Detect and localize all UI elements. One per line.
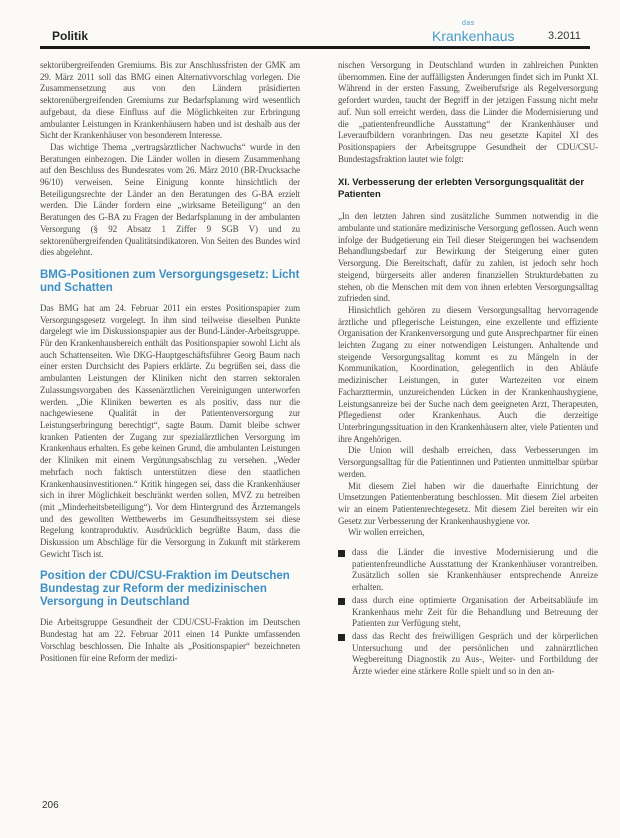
left-column [40, 60, 300, 664]
logo-small-text: das [462, 20, 475, 27]
list-item-text: dass durch eine optimierte Organisation der Arbeitsabläufe im Krankenhaus mehr Zeit für die Behandlung und Betreuung der Patienten zur Verfügung steht, [352, 594, 598, 629]
journal-logo [432, 22, 542, 46]
list-item [338, 595, 598, 630]
paragraph: Hinsichtlich gehören zu diesem Versorgungsalltag hervorragende ärztliche und pflegerische Leistungen, eine exzellente und effiziente Organisation der Krankenversorgung und gute Ansprechpartner für einen leichten Zugang zu einer notwendigen Leistungen. Anhaltende und steigende Versorgungsalltag kommt es zu Mängeln in der Kommunikation, Koordination, gelegentlich in den Abläufe medizinischer Leistungen, in guter Wartezeiten vor einem Facharzttermin, unzureichenden Lücken in der Krankenhaushygiene, Leistungsanreize bei der Suche nach dem geeigneten Arzt, Therapeuten, Pflegedienst oder Krankenhaus. Auch die derzeitige Unterbringungssituation in den Krankenhäusern alter, viele Patienten und ihre Angehörigen. [338, 304, 598, 444]
square-bullet-icon [338, 634, 345, 641]
bullet-list [338, 547, 598, 678]
square-bullet-icon [338, 550, 345, 557]
paragraph: nischen Versorgung in Deutschland wurden in zahlreichen Punkten übernommen. Eine der auffälligsten Änderungen findet sich im Punkt XI. Während in der ersten Fassung, Zweiberufsrige als Regelversorgung gefordert wurden, taucht der Begriff in der jetzigen Fassung nicht mehr auf. Nun soll erreicht werden, dass die Länder die Modernisierung und die „patientenfreundliche Ausstattung“ der Krankenhäuser und Leveraufbildern voranbringen. Das neu gesetzte Kapitel XI des Positionspapiers der Arbeitsgruppe Gesundheit der CDU/CSU-Bundestagsfraktion lautet wie folgt: [338, 60, 598, 164]
list-item-text: dass die Länder die investive Modernisierung und die patientenfreundliche Ausstattung der Krankenhäuser vorantreiben. Zusätzlich sollen sie Krankenhäuser entsprechende Anreize erhalten. [352, 547, 598, 593]
page-number: 206 [42, 800, 59, 811]
section-label: Politik [52, 29, 89, 43]
paragraph: Die Arbeitsgruppe Gesundheit der CDU/CSU-Fraktion im Deutschen Bundestag hat am 22. Februar 2011 einen 14 Punkte umfassenden Vorschlag beschlossen. Die Inhalte als „Positionspapier“ bezeichneten Positionen für eine Reform der medizi- [40, 617, 300, 663]
logo-main-text: Krankenhaus [432, 28, 515, 44]
list-item-text: dass das Recht des freiwilligen Gespräch und der körperlichen Untersuchung und der persönlichen und zahnärztlichen Wegbereitung Diagnostik zu Aus-, Weiter- und Fortbildung der Ärzte wieder eine stärkere Rolle spielt und so in den an- [352, 630, 598, 677]
paragraph: Die Union will deshalb erreichen, dass Verbesserungen im Versorgungsalltag für die Patientinnen und Patienten unmittelbar spürbar werden. [338, 445, 598, 479]
paragraph: sektorübergreifenden Gremiums. Bis zur Anschlussfristen der GMK am 29. März 2011 soll das BMG einen Alternativvorschlag vorlegen. Die Zusammensetzung aus von den Ländern präsidierten sektorenübergreifenden Gremiums zur Bedarfsplanung wird wesentlich aufgebaut, da diese Einfluss auf die Möglichkeiten zur Erbringung ambulanter Leistungen in Krankenhäusern haben und ist deshalb aus der Sicht der Krankenhäuser von besonderem Interesse. [40, 60, 300, 141]
section-heading: BMG-Positionen zum Versorgungsgesetz: Licht und Schatten [40, 268, 300, 294]
subsection-heading: XI. Verbesserung der erlebten Versorgungsqualität der Patienten [338, 177, 585, 201]
paragraph: Das BMG hat am 24. Februar 2011 ein erstes Positionspapier zum Versorgungsgesetz vorgelegt. In ihm sind teilweise dieselben Punkte dargelegt wie im Diskussionspapier aus der Bund-Länder-Arbeitsgruppe. Für den Krankenhausbereich enthält das Positionspapier sowohl Licht als auch Schattenseiten. Wie DKG-Hauptgeschäftsführer Georg Baum nach einer ersten Durchsicht des Papiers erklärte. Zu begrüßen sei, dass die ambulanten Leistungen der Kliniken nicht den starren sektoralen Zulassungsvorgaben des Kassenärztlichen Vereinigungen unterworfen werden. „Die Kliniken bewerten es als positiv, dass nur die nachgewiesene Qualität in der Patientenversorgung zur Leistungserbringung berechtigt“, sagte Baum. Damit bleibe schwer kranken Patienten der Zugang zur spezialärztlichen Versorgung im Krankenhaus erhalten. Es gebe keinen Grund, die ambulanten Leistungen der Kliniken mit einem Vergütungsabschlag zu versehen. „Weder mehrfach noch faktisch unterstützen diese den staatlichen Krankenhausinvestitionen.“ Kritik hingegen sei, dass die Krankenhäuser sich in ihrer Möglichkeit beschränkt werden sollen, MVZ zu betreiben (mit „Minderheitsbeteiligung“). Vor dem Hintergrund des Ärztemangels und des gewollten Wettbewerbs im Gesundheitssystem sei diese Regelung kontraproduktiv. Ausdrücklich begrüßte Baum, dass die Diskussion um Abschläge für die Versorgung in Zukunft mit stärkerem Gewicht Tisch ist. [40, 302, 300, 559]
header-rule [40, 46, 590, 49]
right-column [338, 60, 598, 679]
square-bullet-icon [338, 598, 345, 605]
list-item [338, 547, 598, 594]
paragraph: Wir wollen erreichen, [348, 527, 425, 538]
paragraph: „In den letzten Jahren sind zusätzliche Summen notwendig in die ambulante und stationäre medizinische Versorgung geflossen. Auch wenn infolge der Budgetierung ein Teil dieser Steigerungen bei wachsendem Behandlungsbedarf zur Bewirkung der Steigerung einer guten Versorgung. Die Bereitschaft, dafür zu zahlen, ist jedoch sehr hoch steigend, bürgerseits aller anderen finanziellen Strukturdebatten zu stehen, ob die Menschen mit dem von ihnen erlebten Versorgungsalltag zufrieden sind. [338, 211, 598, 304]
list-item [338, 631, 598, 678]
issue-number: 3.2011 [548, 30, 581, 42]
paragraph: Mit diesem Ziel haben wir die dauerhafte Einrichtung der Umsetzungen Patientenberatung beschlossen. Mit diesem Ziel arbeiten wir an einem Patientenrechtegesetz. Mit diesem Ziel bereiten wir ein Gesetz zur Verbesserung der Krankenhaushygiene vor. [338, 480, 598, 526]
paragraph: Das wichtige Thema „vertragsärztlicher Nachwuchs“ wurde in den Beratungen einbezogen. Die Länder wollen in diesem Zusammenhang auf den Beschluss des Bundesrates vom 26. März 2010 (BR-Drucksache 96/10) verweisen. Seine Einigung konnte hinsichtlich der Beteiligungsrechte der Länder an den Beratungen des G-BA erzielt werden. Die Länder fordern eine „wirksame Beteiligung“ an den Beratungen des G-BA zu Fragen der Bedarfsplanung in der ambulanten Versorgung (§ 92 Absatz 1 Ziffer 9 SGB V) und zu sektorenübergreifenden Qualitätsindikatoren. Von Seiten des Bundes wird dies abgelehnt. [40, 141, 300, 258]
section-heading: Position der CDU/CSU-Fraktion im Deutschen Bundestag zur Reform der medizinischen Versorgung in Deutschland [40, 570, 290, 609]
